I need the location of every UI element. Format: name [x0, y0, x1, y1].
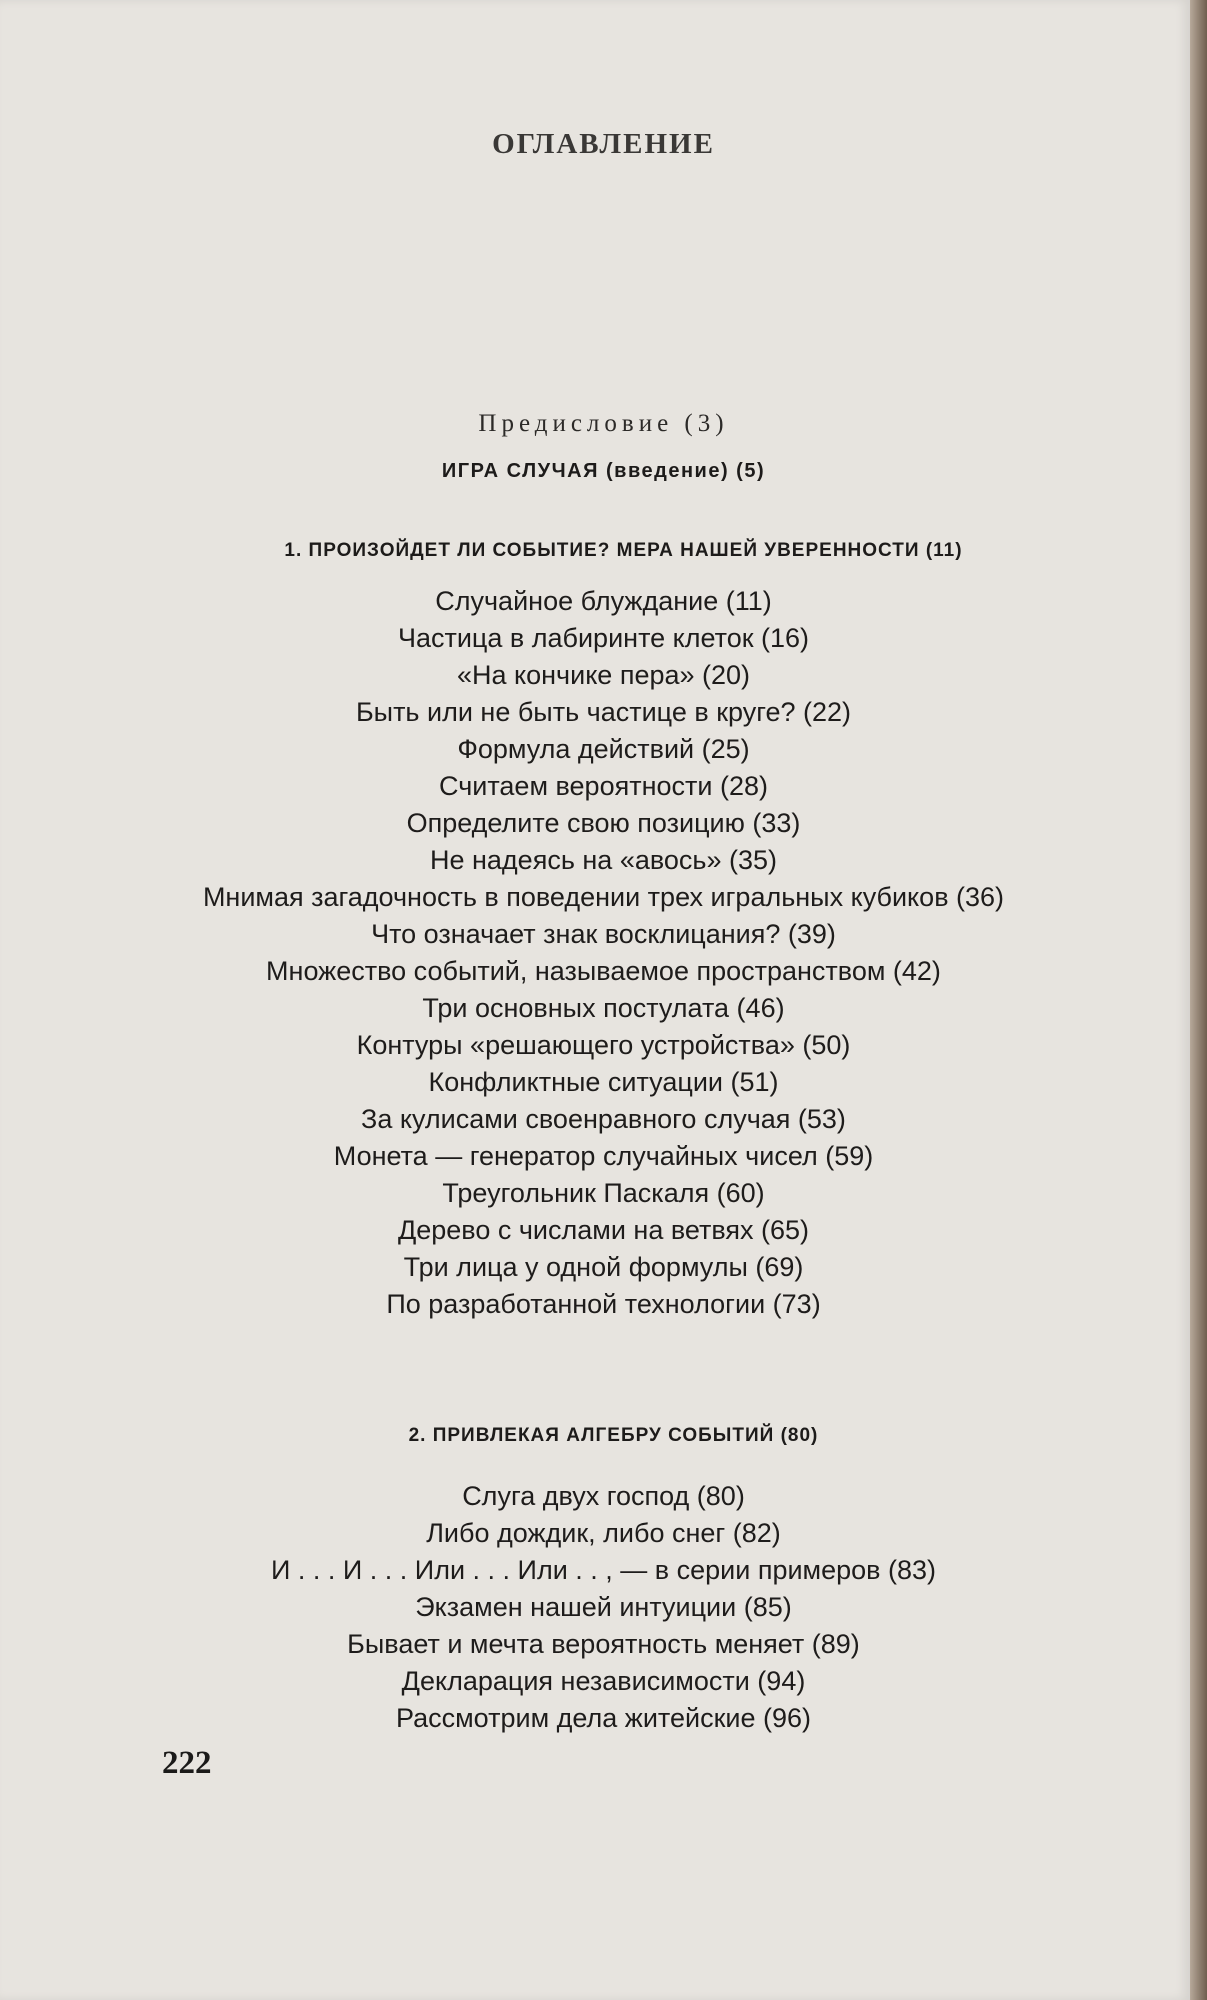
section-2-entries	[0, 1478, 1207, 1737]
toc-entry: Считаем вероятности (28)	[439, 771, 768, 801]
toc-entry: Декларация независимости (94)	[401, 1666, 806, 1696]
toc-entry: Слуга двух господ (80)	[462, 1481, 745, 1511]
toc-entry: Бывает и мечта вероятность меняет (89)	[347, 1629, 860, 1659]
toc-entry: Рассмотрим дела житейские (96)	[395, 1703, 812, 1733]
toc-entry: Конфликтные ситуации (51)	[428, 1067, 779, 1097]
toc-entry: Треугольник Паскаля (60)	[442, 1178, 765, 1208]
toc-entry: За кулисами своенравного случая (53)	[361, 1104, 846, 1134]
toc-entry: Три основных постулата (46)	[422, 993, 785, 1023]
toc-entry: Три лица у одной формулы (69)	[403, 1252, 804, 1282]
toc-entry: Монета — генератор случайных чисел (59)	[333, 1141, 874, 1171]
toc-entry: Частица в лабиринте клеток (16)	[397, 623, 810, 653]
toc-entry: Что означает знак восклицания? (39)	[371, 919, 836, 949]
toc-entry: Быть или не быть частице в круге? (22)	[355, 697, 852, 727]
page-number: 222	[162, 1745, 212, 1781]
section-1-entries	[0, 583, 1207, 1323]
toc-entry: Экзамен нашей интуиции (85)	[415, 1592, 792, 1622]
toc-entry: Случайное блуждание (11)	[435, 586, 772, 616]
page-edge	[1190, 0, 1207, 2000]
toc-entry: Мнимая загадочность в поведении трех игральных кубиков (36)	[202, 882, 1005, 912]
toc-entry: Контуры «решающего устройства» (50)	[356, 1030, 851, 1060]
section-1-title: 1. ПРОИЗОЙДЕТ ЛИ СОБЫТИЕ? МЕРА НАШЕЙ УВЕРЕННОСТИ (11)	[284, 540, 963, 561]
toc-entry: И . . . И . . . Или . . . Или . . , — в серии примеров (83)	[270, 1555, 937, 1585]
toc-entry: Либо дождик, либо снег (82)	[426, 1518, 781, 1548]
toc-entry: Не надеясь на «авось» (35)	[429, 845, 778, 875]
section-2-title: 2. ПРИВЛЕКАЯ АЛГЕБРУ СОБЫТИЙ (80)	[408, 1425, 819, 1446]
toc-intro: ИГРА СЛУЧАЯ (введение) (5)	[441, 460, 766, 482]
toc-preface: Предисловие (3)	[478, 410, 729, 437]
toc-entry: Множество событий, называемое пространством (42)	[266, 956, 941, 986]
toc-heading: ОГЛАВЛЕНИЕ	[492, 128, 715, 160]
toc-entry: По разработанной технологии (73)	[386, 1289, 821, 1319]
toc-entry: «На кончике пера» (20)	[456, 660, 751, 690]
toc-entry: Определите свою позицию (33)	[406, 808, 801, 838]
toc-entry: Формула действий (25)	[457, 734, 750, 764]
toc-entry: Дерево с числами на ветвях (65)	[397, 1215, 810, 1245]
